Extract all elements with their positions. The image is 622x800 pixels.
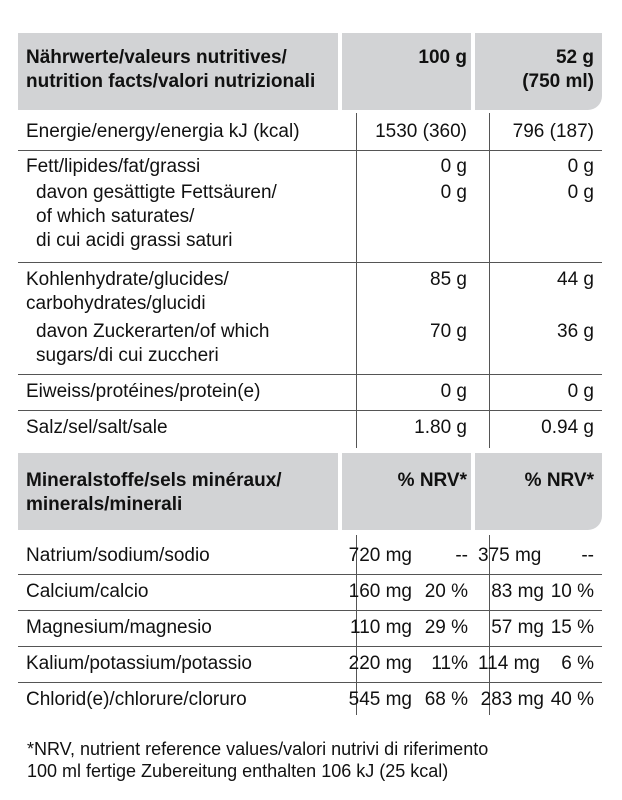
minerals-header-label-line1: Mineralstoffe/sels minéraux/ (26, 470, 282, 491)
row-label: Magnesium/magnesio (26, 617, 212, 638)
row-label-line: carbohydrates/glucidi (26, 293, 206, 314)
row-label: Chlorid(e)/chlorure/cloruro (26, 689, 247, 710)
row-nrv-100g: 20 % (424, 581, 468, 602)
nutrition-header-col1: 100 g (418, 47, 467, 68)
row-label-line: di cui acidi grassi saturi (36, 230, 233, 251)
footnote-line2: 100 ml fertige Zubereitung enthalten 106 kJ (25 kcal) (27, 761, 449, 781)
row-amount-100g: 720 mg (348, 545, 412, 566)
row-label: Fett/lipides/fat/grassi (26, 156, 201, 177)
row-value-100g: 0 g (440, 182, 467, 203)
row-value-100g: 0 g (440, 381, 467, 402)
row-label-line: of which saturates/ (36, 206, 195, 227)
minerals-table (18, 0, 602, 800)
row-amount-100g: 110 mg (350, 617, 412, 638)
nutrition-header-label-line1: Nährwerte/valeurs nutritives/ (26, 47, 287, 68)
row-label: Salz/sel/salt/sale (26, 417, 168, 438)
row-nrv-portion: -- (581, 545, 594, 566)
row-label: Kalium/potassium/potassio (26, 653, 252, 674)
minerals-header-col2: % NRV* (524, 470, 594, 491)
row-label: Energie/energy/energia kJ (kcal) (26, 121, 300, 142)
row-amount-portion: 83 mg (491, 581, 544, 602)
row-amount-portion: 375 mg (478, 545, 542, 566)
row-value-100g: 1.80 g (414, 417, 467, 438)
row-divider (18, 574, 602, 575)
row-value-portion: 0 g (567, 381, 594, 402)
row-value-100g: 85 g (430, 269, 467, 290)
row-nrv-portion: 6 % (561, 653, 594, 674)
row-value-portion: 796 (187) (512, 121, 594, 142)
row-nrv-100g: 68 % (424, 689, 468, 710)
row-amount-portion: 114 mg (478, 653, 540, 674)
row-amount-100g: 545 mg (348, 689, 412, 710)
row-nrv-100g: 11% (431, 653, 468, 674)
row-nrv-portion: 10 % (550, 581, 594, 602)
footnote (27, 738, 488, 782)
minerals-header-label-line2: minerals/minerali (26, 494, 183, 515)
row-amount-100g: 220 mg (348, 653, 412, 674)
minerals-header-col1: % NRV* (397, 470, 467, 491)
row-label: Eiweiss/protéines/protein(e) (26, 381, 261, 402)
row-label-line: davon gesättigte Fettsäuren/ (36, 182, 277, 203)
nutrition-header-col2-line1: 52 g (555, 47, 594, 68)
row-amount-portion: 57 mg (491, 617, 544, 638)
row-value-portion: 0 g (567, 182, 594, 203)
row-amount-100g: 160 mg (348, 581, 412, 602)
row-divider (18, 610, 602, 611)
row-value-100g: 1530 (360) (375, 121, 467, 142)
row-label: Natrium/sodium/sodio (26, 545, 210, 566)
row-nrv-100g: -- (455, 545, 468, 566)
nutrition-header-label-line2: nutrition facts/valori nutrizionali (26, 71, 316, 92)
nutrition-header-col2-line2: (750 ml) (522, 71, 594, 92)
row-label-line: sugars/di cui zuccheri (36, 345, 219, 366)
row-value-portion: 44 g (557, 269, 594, 290)
row-amount-portion: 283 mg (480, 689, 544, 710)
row-label-line: davon Zuckerarten/of which (36, 321, 270, 342)
row-label-line: Kohlenhydrate/glucides/ (26, 269, 229, 290)
footnote-line1: *NRV, nutrient reference values/valori nutrivi di riferimento (27, 739, 489, 759)
row-value-portion: 36 g (557, 321, 594, 342)
row-value-100g: 70 g (430, 321, 467, 342)
row-value-portion: 0.94 g (541, 417, 594, 438)
row-label: Calcium/calcio (26, 581, 149, 602)
row-nrv-portion: 40 % (550, 689, 594, 710)
row-nrv-100g: 29 % (424, 617, 468, 638)
row-divider (18, 646, 602, 647)
row-nrv-portion: 15 % (550, 617, 594, 638)
row-value-portion: 0 g (567, 156, 594, 177)
row-divider (18, 682, 602, 683)
row-value-100g: 0 g (440, 156, 467, 177)
